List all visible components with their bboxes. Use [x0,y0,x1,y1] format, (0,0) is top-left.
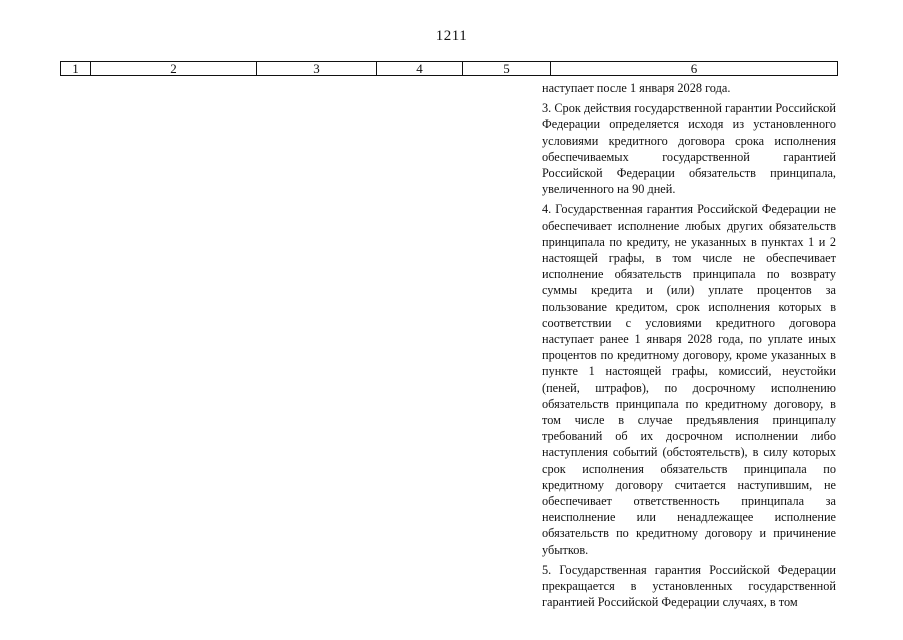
column-number-3: 3 [257,62,377,75]
column-number-6: 6 [690,61,698,76]
table-column-header [60,61,838,76]
paragraph-5: 5. Государственная гарантия Российской Федерации прекращается в установленных государственной гарантией Российской Федерации случаях, в том [542,562,836,610]
paragraph-4: 4. Государственная гарантия Российской Федерации не обеспечивает исполнение любых других обязательств принципала по кредиту, не указанных в пунктах 1 и 2 настоящей графы, в том числе не обеспечивает исполнение обязательств принципала по возврату суммы кредита и (или) уплате процентов за пользование кредитом, срок исполнения которых в соответствии с условиями кредитного договора наступает ранее 1 января 2028 года, по уплате иных процентов по кредитному договору, кроме указанных в пункте 1 настоящей графы, комиссий, неустойки (пеней, штрафов), по досрочному исполнению обязательств принципала по кредитному договору, в том числе в случае предъявления принципалу требований об их досрочном исполнении либо наступления событий (обстоятельств), в силу которых срок исполнения обязательств принципала по кредитному договору считается наступившим, не обеспечивает ответственность принципала за неисполнение или ненадлежащее исполнение обязательств по кредитному договору и причинение убытков. [542,202,836,557]
paragraph-3: 3. Срок действия государственной гарантии Российской Федерации определяется исходя из установленного условиями кредитного договора срока исполнения обеспечиваемых государственной гарантией Российской Федерации обязательств принципала, увеличенного на 90 дней. [542,101,836,197]
continuation-text: наступает после 1 января 2028 года. [542,81,731,95]
column-number-2: 2 [91,62,257,75]
column-6-text [542,80,836,615]
column-number-4: 4 [377,62,463,75]
column-number-1: 1 [61,62,91,75]
column-number-5: 5 [463,62,551,75]
page-number: 1211 [435,28,468,44]
